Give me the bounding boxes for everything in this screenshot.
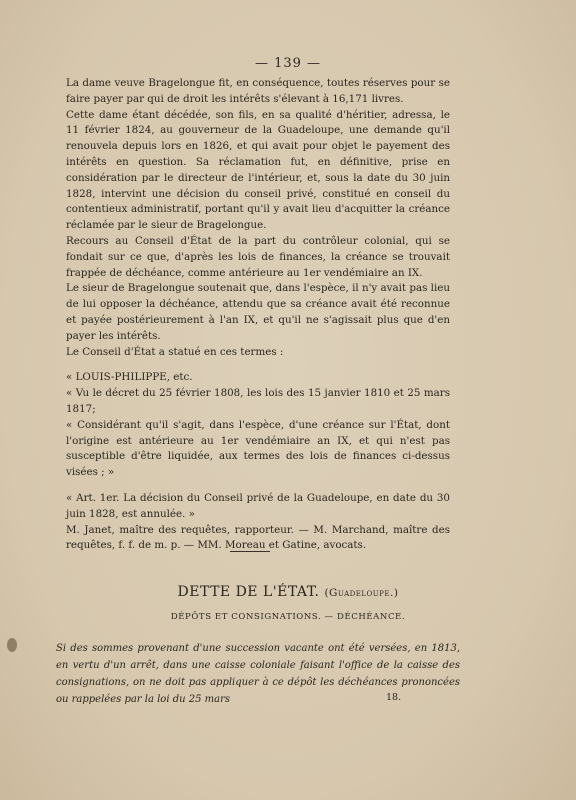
paragraph: Le sieur de Bragelongue soutenait que, dans l'espèce, il n'y avait pas lieu de lui opposer la déchéance, attendu que sa créance avait été reconnue et payée postérieurement à l'an IX, et qu'il ne s'agissait plus que d'en payer les intérêts. xyxy=(66,282,450,342)
quote-line: « Art. 1er. La décision du Conseil privé de la Guadeloupe, en date du 30 juin 1828, est annulée. » xyxy=(66,491,450,520)
ink-blot xyxy=(7,638,17,652)
section-title-text: DETTE DE L'ÉTAT. xyxy=(177,584,320,600)
section-subtitle: DÉPÔTS ET CONSIGNATIONS. — DÉCHÉANCE. xyxy=(170,612,406,622)
body-text xyxy=(66,76,450,554)
paragraph: Le Conseil d'État a statué en ces termes : xyxy=(66,345,284,358)
quote-line: M. Janet, maître des requêtes, rapporteur. — M. Marchand, maître des requêtes, f. f. de m. p. — MM. Moreau et Gatine, avocats. xyxy=(66,523,450,552)
quote-line: « Vu le décret du 25 février 1808, les lois des 15 janvier 1810 et 25 mars 1817; xyxy=(66,387,450,415)
quote-line: « Considérant qu'il s'agit, dans l'espèce, d'une créance sur l'État, dont l'origine est antérieure au 1er vendémiaire an IX, et qui n'est pas susceptible d'être liquidée, aux termes des lois de finances ci-dessus visées ; » xyxy=(66,418,450,479)
page-number: — 139 — xyxy=(254,56,322,71)
paragraph: La dame veuve Bragelongue fit, en conséquence, toutes réserves pour se faire payer par qui de droit les intérêts s'élevant à 16,171 livres. xyxy=(66,77,450,105)
paragraph: Cette dame étant décédée, son fils, en sa qualité d'héritier, adressa, le 11 février 1824, au gouverneur de la Guadeloupe, une demande qu'il renouvela depuis lors en 1826, et qui avait pour objet le payement des intérêts en question. Sa réclamation fut, en définitive, prise en considération par le directeur de l'intérieur, et, sous la date du 30 juin 1828, intervint une décision du conseil privé, constitué en conseil du contentieux administratif, portant qu'il y avait lieu d'acquitter la créance réclamée par le sieur de Bragelongue. xyxy=(66,108,450,232)
section-title xyxy=(0,584,576,600)
quote-line: « LOUIS-PHILIPPE, etc. xyxy=(66,371,193,384)
summary-paragraph: Si des sommes provenant d'une succession vacante ont été versées, en 1813, en vertu d'un arrêt, dans une caisse coloniale faisant l'office de la caisse des consignations, on ne doit pas appliquer à ce dépôt les déchéances prononcées ou rappelées par la loi du 25 mars xyxy=(56,643,460,705)
section-divider xyxy=(230,551,270,552)
paragraph: Recours au Conseil d'État de la part du contrôleur colonial, qui se fondait sur ce que, d'après les lois de finances, la créance se trouvait frappée de déchéance, comme antérieure au 1er vendémiaire an IX. xyxy=(66,234,450,279)
signature-mark: 18. xyxy=(386,692,402,703)
section-title-place: (Guadeloupe.) xyxy=(324,587,399,599)
